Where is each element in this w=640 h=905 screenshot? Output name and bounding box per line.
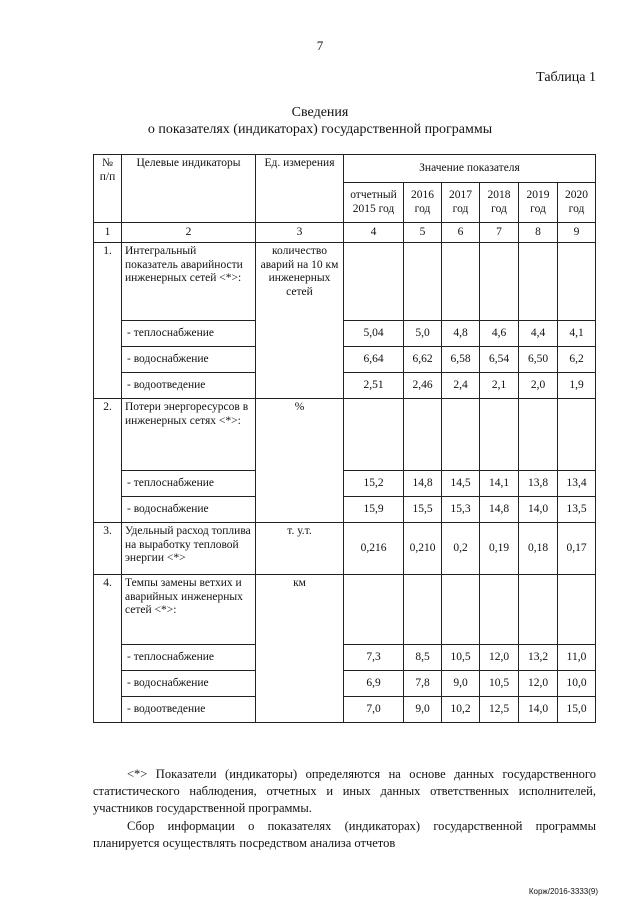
value-cell: 9,0	[404, 697, 442, 723]
col-number: 2	[122, 223, 256, 243]
table-row	[94, 645, 596, 671]
col-number: 1	[94, 223, 122, 243]
value-cell: 6,58	[442, 347, 480, 373]
indicator-unit: %	[256, 399, 344, 523]
col-number: 7	[480, 223, 519, 243]
table-row	[94, 697, 596, 723]
document-title	[0, 104, 640, 138]
value-cell: 0,19	[480, 523, 519, 575]
table-row	[94, 523, 596, 575]
value-cell: 0,2	[442, 523, 480, 575]
sub-indicator-name: - водоотведение	[122, 697, 256, 723]
value-cell: 14,0	[519, 497, 558, 523]
value-cell: 6,2	[558, 347, 596, 373]
indicators-table	[93, 154, 596, 723]
header-num: № п/п	[94, 155, 122, 223]
value-cell: 7,8	[404, 671, 442, 697]
value-cell: 7,0	[344, 697, 404, 723]
value-cell: 0,216	[344, 523, 404, 575]
value-cell: 6,9	[344, 671, 404, 697]
value-cell: 2,0	[519, 373, 558, 399]
col-number: 9	[558, 223, 596, 243]
sub-indicator-name: - теплоснабжение	[122, 321, 256, 347]
header-year: 2016 год	[404, 183, 442, 223]
col-number: 4	[344, 223, 404, 243]
value-cell: 14,8	[404, 471, 442, 497]
indicator-unit: количество аварий на 10 км инженерных сетей	[256, 243, 344, 399]
table-row	[94, 321, 596, 347]
footnote: <*> Показатели (индикаторы) определяются на основе данных государственного статистического наблюдения, отчетных и иных данных ответственных исполнителей, участников государственной программы.	[93, 767, 596, 815]
value-cell: 5,04	[344, 321, 404, 347]
value-cell: 2,51	[344, 373, 404, 399]
row-num: 3.	[94, 523, 122, 575]
title-line-1: Сведения	[291, 105, 349, 120]
value-cell: 10,5	[442, 645, 480, 671]
value-cell: 0,17	[558, 523, 596, 575]
value-cell: 8,5	[404, 645, 442, 671]
sub-indicator-name: - водоснабжение	[122, 671, 256, 697]
title-line-2: о показателях (индикаторах) государственной программы	[147, 122, 493, 137]
value-cell: 4,6	[480, 321, 519, 347]
sub-indicator-name: - теплоснабжение	[122, 645, 256, 671]
table-row	[94, 243, 596, 321]
table-row	[94, 575, 596, 645]
value-cell: 15,9	[344, 497, 404, 523]
indicator-name: Интегральный показатель аварийности инженерных сетей <*>:	[122, 243, 256, 321]
header-value-group: Значение показателя	[344, 155, 596, 183]
value-cell: 6,62	[404, 347, 442, 373]
value-cell: 15,5	[404, 497, 442, 523]
table-row	[94, 373, 596, 399]
value-cell: 13,4	[558, 471, 596, 497]
sub-indicator-name: - водоотведение	[122, 373, 256, 399]
document-code: Корж/2016-3333(9)	[528, 887, 598, 896]
value-cell: 12,0	[519, 671, 558, 697]
table-row	[94, 471, 596, 497]
header-year: 2018 год	[480, 183, 519, 223]
col-number: 6	[442, 223, 480, 243]
table-row	[94, 671, 596, 697]
value-cell: 10,0	[558, 671, 596, 697]
value-cell: 2,46	[404, 373, 442, 399]
value-cell: 14,0	[519, 697, 558, 723]
indicator-name: Удельный расход топлива на выработку тепловой энергии <*>	[122, 523, 256, 575]
value-cell: 11,0	[558, 645, 596, 671]
value-cell: 15,0	[558, 697, 596, 723]
sub-indicator-name: - теплоснабжение	[122, 471, 256, 497]
value-cell: 14,1	[480, 471, 519, 497]
value-cell: 10,2	[442, 697, 480, 723]
header-unit: Ед. измерения	[256, 155, 344, 223]
body-paragraph: Сбор информации о показателях (индикаторах) государственной программы планируется осуществлять посредством анализа отчетов	[93, 819, 596, 850]
row-num: 4.	[94, 575, 122, 723]
header-year: отчетный 2015 год	[344, 183, 404, 223]
table-label: Таблица 1	[536, 70, 596, 85]
value-cell: 6,64	[344, 347, 404, 373]
value-cell: 6,50	[519, 347, 558, 373]
indicator-unit: км	[256, 575, 344, 723]
header-year: 2020 год	[558, 183, 596, 223]
value-cell: 14,5	[442, 471, 480, 497]
table-row	[94, 497, 596, 523]
value-cell: 0,18	[519, 523, 558, 575]
value-cell: 6,54	[480, 347, 519, 373]
header-indicators: Целевые индикаторы	[122, 155, 256, 223]
value-cell: 4,1	[558, 321, 596, 347]
value-cell: 15,3	[442, 497, 480, 523]
col-number: 8	[519, 223, 558, 243]
header-year: 2017 год	[442, 183, 480, 223]
table-row	[94, 399, 596, 471]
value-cell: 4,8	[442, 321, 480, 347]
value-cell: 0,210	[404, 523, 442, 575]
value-cell: 12,5	[480, 697, 519, 723]
indicator-unit: т. у.т.	[256, 523, 344, 575]
col-number: 3	[256, 223, 344, 243]
value-cell: 5,0	[404, 321, 442, 347]
value-cell: 13,8	[519, 471, 558, 497]
value-cell: 2,4	[442, 373, 480, 399]
value-cell: 15,2	[344, 471, 404, 497]
value-cell: 13,2	[519, 645, 558, 671]
indicator-name: Потери энергоресурсов в инженерных сетях <*>:	[122, 399, 256, 471]
value-cell: 10,5	[480, 671, 519, 697]
page-number: 7	[316, 38, 324, 53]
value-cell: 13,5	[558, 497, 596, 523]
value-cell: 4,4	[519, 321, 558, 347]
table-row	[94, 347, 596, 373]
row-num: 2.	[94, 399, 122, 523]
value-cell: 9,0	[442, 671, 480, 697]
value-cell: 12,0	[480, 645, 519, 671]
header-year: 2019 год	[519, 183, 558, 223]
value-cell: 2,1	[480, 373, 519, 399]
value-cell: 7,3	[344, 645, 404, 671]
value-cell: 14,8	[480, 497, 519, 523]
value-cell: 1,9	[558, 373, 596, 399]
row-num: 1.	[94, 243, 122, 399]
sub-indicator-name: - водоснабжение	[122, 497, 256, 523]
sub-indicator-name: - водоснабжение	[122, 347, 256, 373]
indicator-name: Темпы замены ветхих и аварийных инженерных сетей <*>:	[122, 575, 256, 645]
col-number: 5	[404, 223, 442, 243]
